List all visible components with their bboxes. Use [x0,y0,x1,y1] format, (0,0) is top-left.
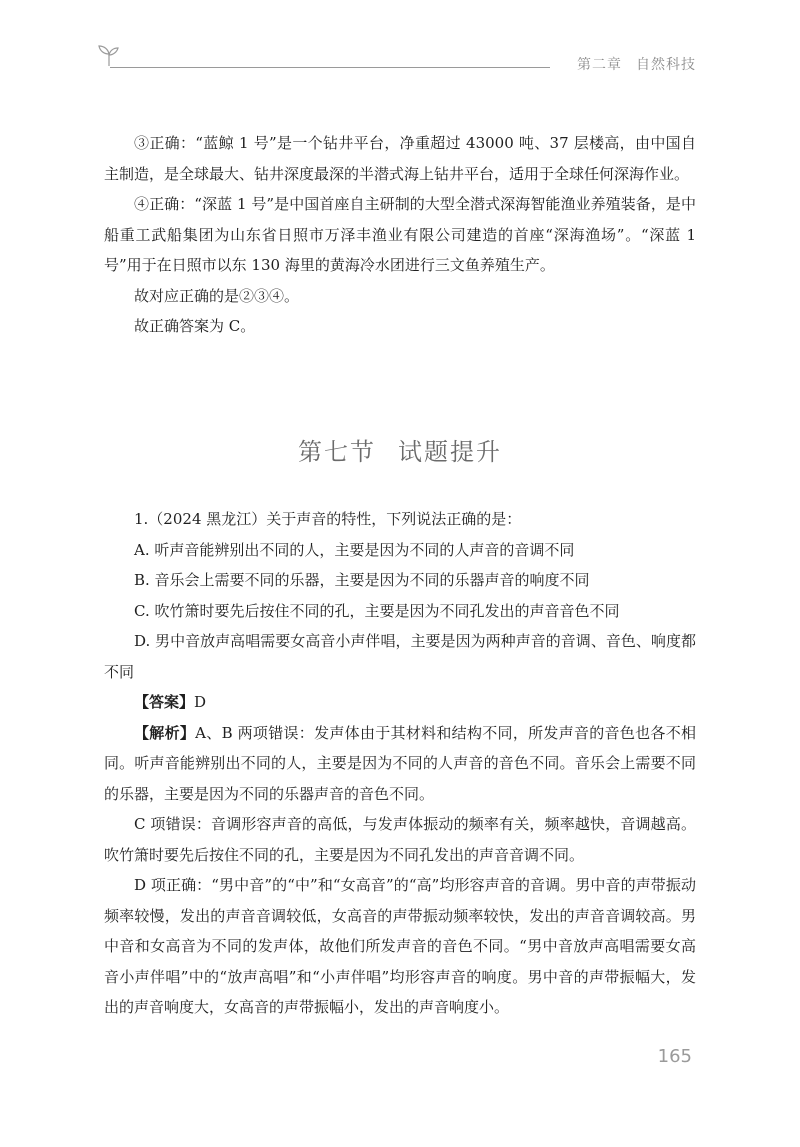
analysis-label: 【解析】 [134,723,196,742]
option-b: B. 音乐会上需要不同的乐器，主要是因为不同的乐器声音的响度不同 [134,571,590,589]
page-header [96,40,706,80]
answer-line [104,687,696,718]
section-heading [0,432,800,467]
paragraph: ③正确：“蓝鲸 1 号”是一个钻井平台，净重超过 43000 吨、37 层楼高，由中国自主制造，是全球最大、钻井深度最深的半潜式海上钻井平台，适用于全球任何深海作业。 [104,134,696,183]
chapter-title: 自然科技 [636,57,696,73]
sprout-icon [96,42,122,68]
chapter-number: 第二章 [577,57,622,73]
top-content [104,128,696,342]
analysis-paragraph: D 项正确：“男中音”的“中”和“女高音”的“高”均形容声音的音调。男中音的声带振动频率较慢，发出的声音音调较低，女高音的声带振动频率较快，发出的声音音调较高。男中音和女高音为不同的发声体，故他们所发声音的音色不同。“男中音放声高唱需要女高音小声伴唱”中的“放声高唱”和“小声伴唱”均形容声音的响度。男中音的声带振幅大，发出的声音响度大，女高音的声带振幅小，发出的声音响度小。 [104,876,696,1016]
paragraph: ④正确：“深蓝 1 号”是中国首座自主研制的大型全潜式深海智能渔业养殖装备，是中船重工武船集团为山东省日照市万泽丰渔业有限公司建造的首座“深海渔场”。“深蓝 1 号”用于在日照市以东 130 海里的黄海冷水团进行三文鱼养殖生产。 [104,195,696,274]
running-head [563,54,696,74]
header-rule [110,67,550,68]
analysis-paragraph: C 项错误：音调形容声音的高低，与发声体振动的频率有关，频率越快，音调越高。吹竹箫时要先后按住不同的孔，主要是因为不同孔发出的声音音调不同。 [104,815,696,864]
answer-value: D [194,693,207,711]
option-c: C. 吹竹箫时要先后按住不同的孔，主要是因为不同孔发出的声音音色不同 [134,601,620,620]
analysis-text: A、B 两项错误：发声体由于其材料和结构不同，所发声音的音色也各不相同。听声音能辨别出不同的人，主要是因为不同的人声音的音色不同。音乐会上需要不同的乐器，主要是因为不同的乐器声音的音色不同。 [104,723,696,803]
question-stem: 1.（2024 黑龙江）关于声音的特性，下列说法正确的是： [134,510,522,528]
section-number: 第七节 [298,438,376,466]
option-d: D. 男中音放声高唱需要女高音小声伴唱，主要是因为两种声音的音调、音色、响度都不同 [104,632,696,681]
option-a: A. 听声音能辨别出不同的人，主要是因为不同的人声音的音调不同 [134,540,575,559]
page-number: 165 [657,1046,692,1067]
question-block [104,504,696,1023]
analysis-paragraph [104,718,696,810]
paragraph: 故对应正确的是②③④。 [134,286,300,305]
paragraph: 故正确答案为 C。 [134,317,256,335]
answer-label: 【答案】 [134,693,195,711]
section-title: 试题提升 [398,438,502,466]
